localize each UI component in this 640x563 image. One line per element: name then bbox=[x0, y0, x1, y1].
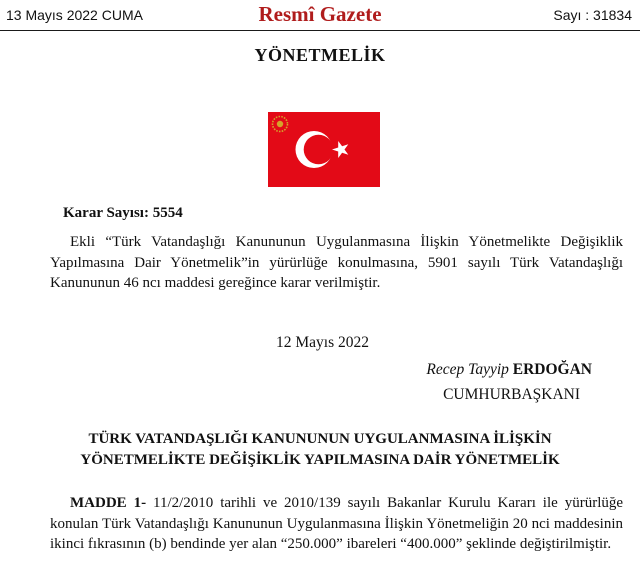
article-line bbox=[50, 493, 623, 514]
decision-line: Kanununun 46 ncı maddesi gereğince karar verilmiştir. bbox=[50, 275, 381, 291]
article-label: MADDE 1- bbox=[70, 495, 147, 511]
gazette-header bbox=[0, 0, 640, 31]
decision-line: Yapılmasına Dair Yönetmelik”in yürürlüğe konulmasına, 5901 sayılı Türk Vatandaşlığı bbox=[50, 254, 623, 271]
decision-paragraph bbox=[50, 232, 623, 294]
issue-number: Sayı : 31834 bbox=[553, 7, 632, 23]
regulation-title-line-1: TÜRK VATANDAŞLIĞI KANUNUNUN UYGULANMASINA İLİŞKİN bbox=[88, 431, 552, 447]
article-line: ikinci fıkrasının (b) bendinde yer alan “250.000” ibareleri “400.000” şeklinde değiştirilmiştir. bbox=[50, 536, 612, 552]
issue-date: 13 Mayıs 2022 CUMA bbox=[6, 7, 143, 23]
decision-date: 12 Mayıs 2022 bbox=[276, 334, 369, 351]
section-title: YÖNETMELİK bbox=[254, 45, 386, 65]
signer-name bbox=[426, 361, 592, 379]
signer-last-name: ERDOĞAN bbox=[512, 361, 592, 378]
regulation-title-line-2: YÖNETMELİKTE DEĞİŞİKLİK YAPILMASINA DAİR YÖNETMELİK bbox=[80, 452, 560, 468]
article-paragraph bbox=[50, 493, 623, 555]
signer-first-name: Recep Tayyip bbox=[426, 361, 509, 378]
decision-line: Ekli “Türk Vatandaşlığı Kanununun Uygulanmasına İlişkin Yönetmelikte Değişiklik bbox=[70, 234, 623, 250]
article-line: konulan Türk Vatandaşlığı Kanununun Uygulanmasına İlişkin Yönetmeliğin 20 nci maddesinin bbox=[50, 515, 623, 532]
article-text: 11/2/2010 tarihli ve 2010/139 sayılı Bakanlar Kurulu Kararı ile yürürlüğe bbox=[153, 495, 624, 511]
signer-title: CUMHURBAŞKANI bbox=[443, 386, 580, 403]
gazette-title: Resmî Gazete bbox=[258, 2, 382, 26]
turkish-flag-icon bbox=[268, 112, 380, 187]
decision-number: Karar Sayısı: 5554 bbox=[63, 205, 183, 221]
